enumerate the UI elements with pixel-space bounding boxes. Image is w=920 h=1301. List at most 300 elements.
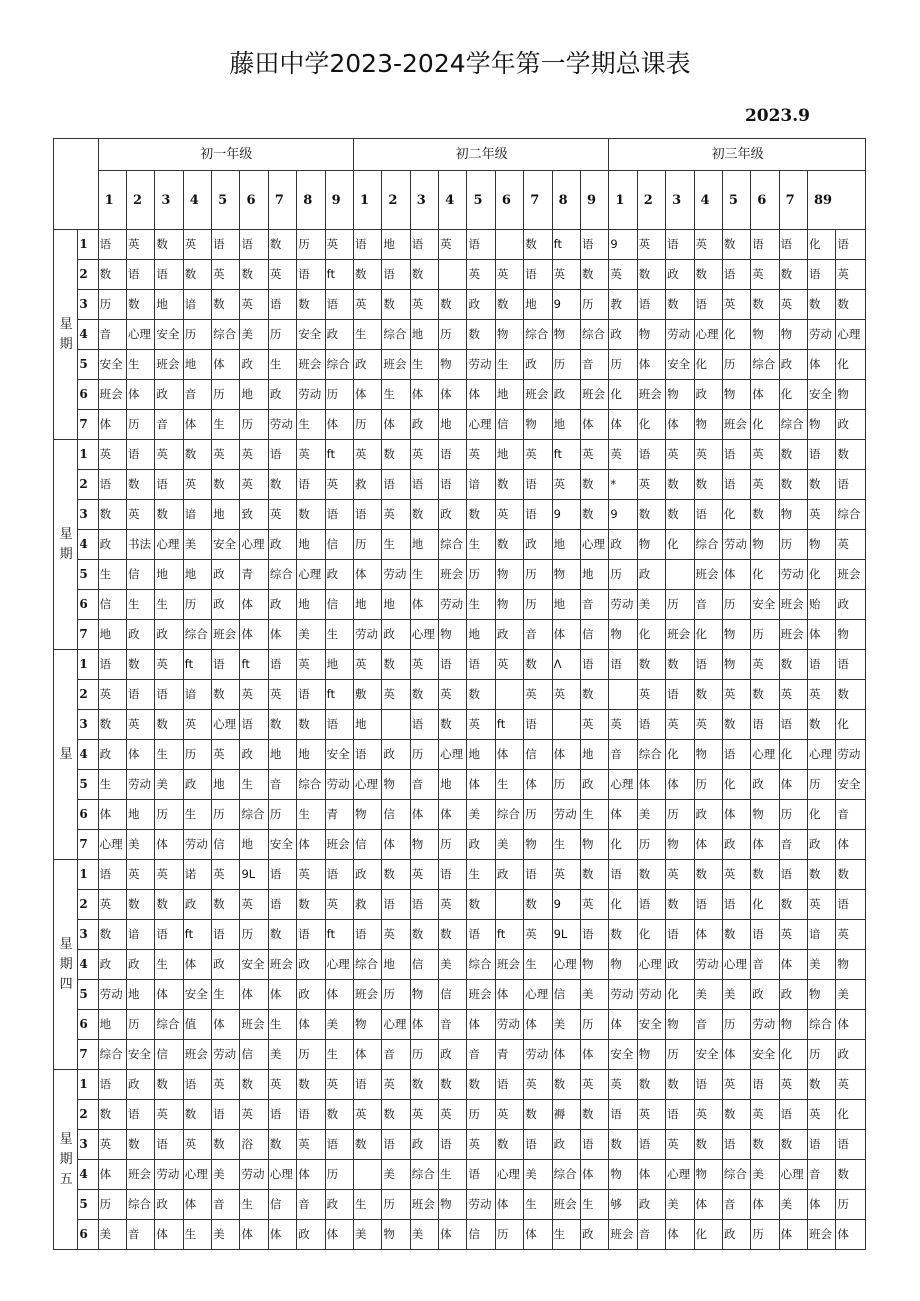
subject-cell: 综合: [212, 320, 240, 350]
subject-cell: 物: [722, 650, 750, 680]
subject-cell: 物: [836, 620, 866, 650]
subject-cell: 地: [212, 770, 240, 800]
subject-cell: 综合: [439, 530, 467, 560]
subject-cell: 语: [297, 260, 325, 290]
subject-cell: 政: [552, 380, 580, 410]
subject-cell: 数: [183, 1100, 211, 1130]
subject-cell: 班会: [637, 380, 665, 410]
subject-cell: 班会: [467, 980, 495, 1010]
subject-cell: 物: [382, 1220, 410, 1250]
subject-cell: 体: [297, 1010, 325, 1040]
subject-cell: 谙: [808, 920, 836, 950]
period-header-row: [54, 171, 866, 230]
subject-cell: 信: [439, 980, 467, 1010]
period-number: 3: [410, 171, 438, 230]
period-cell: 7: [78, 830, 98, 860]
subject-cell: 敷: [353, 680, 381, 710]
subject-cell: 英: [240, 890, 268, 920]
subject-cell: 体: [240, 1220, 268, 1250]
subject-cell: 历: [297, 230, 325, 260]
subject-cell: ft: [552, 440, 580, 470]
period-cell: 7: [78, 1040, 98, 1070]
subject-cell: 英: [439, 890, 467, 920]
subject-cell: 英: [580, 1070, 608, 1100]
period-cell: 6: [78, 800, 98, 830]
subject-cell: 英: [779, 1070, 807, 1100]
subject-cell: 物: [694, 740, 722, 770]
subject-cell: 体: [637, 1160, 665, 1190]
schedule-table: [53, 138, 866, 1250]
subject-cell: 数: [410, 500, 438, 530]
subject-cell: 政: [439, 500, 467, 530]
subject-cell: 英: [666, 710, 694, 740]
table-row: [54, 830, 866, 860]
subject-cell: 语: [694, 650, 722, 680]
subject-cell: 体: [268, 620, 296, 650]
subject-cell: 数: [382, 650, 410, 680]
subject-cell: 语: [297, 680, 325, 710]
subject-cell: 地: [240, 380, 268, 410]
subject-cell: 历: [240, 410, 268, 440]
subject-cell: 语: [325, 710, 353, 740]
subject-cell: 数: [722, 920, 750, 950]
subject-cell: 化: [722, 770, 750, 800]
subject-cell: 劳动: [779, 560, 807, 590]
subject-cell: 政: [609, 530, 637, 560]
subject-cell: 心理: [183, 1160, 211, 1190]
subject-cell: 英: [779, 920, 807, 950]
subject-cell: 物: [495, 590, 523, 620]
subject-cell: 体: [410, 800, 438, 830]
subject-cell: 地: [495, 440, 523, 470]
subject-cell: 体: [580, 1160, 608, 1190]
subject-cell: 语: [382, 260, 410, 290]
subject-cell: 安全: [98, 350, 126, 380]
subject-cell: 政: [212, 560, 240, 590]
subject-cell: 数: [126, 470, 154, 500]
subject-cell: 体: [98, 800, 126, 830]
subject-cell: 9: [552, 500, 580, 530]
subject-cell: 地: [382, 590, 410, 620]
subject-cell: 数: [297, 500, 325, 530]
subject-cell: 化: [836, 1100, 866, 1130]
subject-cell: 心理: [637, 950, 665, 980]
subject-cell: 历: [751, 620, 779, 650]
subject-cell: 信: [240, 1040, 268, 1070]
subject-cell: 英: [666, 1130, 694, 1160]
subject-cell: 英: [212, 440, 240, 470]
subject-cell: 语: [212, 230, 240, 260]
subject-cell: 语: [467, 230, 495, 260]
subject-cell: 物: [637, 320, 665, 350]
subject-cell: 生: [495, 770, 523, 800]
period-number: 3: [155, 171, 183, 230]
subject-cell: 音: [98, 320, 126, 350]
subject-cell: 体: [268, 1220, 296, 1250]
subject-cell: 地: [580, 740, 608, 770]
subject-cell: 音: [694, 590, 722, 620]
period-number: 4: [183, 171, 211, 230]
subject-cell: 数: [580, 680, 608, 710]
subject-cell: 历: [694, 770, 722, 800]
subject-cell: 音: [155, 410, 183, 440]
subject-cell: 数: [240, 1070, 268, 1100]
subject-cell: 数: [155, 230, 183, 260]
subject-cell: 安全: [126, 1040, 154, 1070]
subject-cell: 体: [98, 1160, 126, 1190]
subject-cell: 地: [495, 380, 523, 410]
subject-cell: 生: [524, 950, 552, 980]
subject-cell: 化: [722, 320, 750, 350]
subject-cell: 体: [353, 1040, 381, 1070]
subject-cell: 英: [126, 500, 154, 530]
subject-cell: 地: [297, 530, 325, 560]
subject-cell: 体: [297, 1160, 325, 1190]
subject-cell: ft: [495, 710, 523, 740]
subject-cell: 英: [155, 860, 183, 890]
subject-cell: 美: [722, 980, 750, 1010]
subject-cell: 生: [126, 350, 154, 380]
subject-cell: 生: [325, 1040, 353, 1070]
subject-cell: 语: [808, 440, 836, 470]
subject-cell: 数: [268, 710, 296, 740]
subject-cell: 语: [524, 470, 552, 500]
subject-cell: 政: [495, 620, 523, 650]
subject-cell: 生: [183, 1220, 211, 1250]
period-cell: 2: [78, 260, 98, 290]
subject-cell: 英: [212, 1070, 240, 1100]
subject-cell: 物: [666, 1010, 694, 1040]
subject-cell: 英: [155, 440, 183, 470]
subject-cell: 历: [836, 1190, 866, 1220]
subject-cell: 政: [126, 1070, 154, 1100]
subject-cell: 语: [155, 680, 183, 710]
subject-cell: 英: [439, 1100, 467, 1130]
subject-cell: 信: [126, 560, 154, 590]
subject-cell: 政: [495, 860, 523, 890]
subject-cell: 英: [808, 500, 836, 530]
subject-cell: 化: [694, 350, 722, 380]
table-row: [54, 350, 866, 380]
subject-cell: 物: [836, 380, 866, 410]
subject-cell: 心理: [836, 320, 866, 350]
subject-cell: 数: [751, 680, 779, 710]
subject-cell: 体: [808, 350, 836, 380]
subject-cell: 劳动: [836, 740, 866, 770]
subject-cell: 劳动: [694, 950, 722, 980]
subject-cell: 体: [325, 410, 353, 440]
subject-cell: 劳动: [126, 770, 154, 800]
subject-cell: 体: [552, 620, 580, 650]
subject-cell: 语: [637, 710, 665, 740]
subject-cell: 语: [580, 650, 608, 680]
subject-cell: 数: [580, 500, 608, 530]
subject-cell: 历: [268, 800, 296, 830]
subject-cell: 化: [808, 230, 836, 260]
subject-cell: 数: [382, 290, 410, 320]
period-number: 9: [580, 171, 608, 230]
subject-cell: 物: [609, 1160, 637, 1190]
subject-cell: 心理: [495, 1160, 523, 1190]
subject-cell: 美: [155, 770, 183, 800]
subject-cell: 化: [694, 620, 722, 650]
subject-cell: 安全: [297, 320, 325, 350]
subject-cell: 英: [495, 1100, 523, 1130]
subject-cell: 语: [297, 1100, 325, 1130]
subject-cell: 历: [722, 1010, 750, 1040]
subject-cell: 物: [524, 830, 552, 860]
subject-cell: 英: [609, 1070, 637, 1100]
table-row: [54, 500, 866, 530]
subject-cell: 英: [836, 530, 866, 560]
table-row: [54, 890, 866, 920]
subject-cell: 历: [609, 350, 637, 380]
subject-cell: 数: [268, 470, 296, 500]
subject-cell: 数: [268, 920, 296, 950]
subject-cell: 音: [297, 1190, 325, 1220]
subject-cell: 历: [779, 800, 807, 830]
subject-cell: 生: [524, 1190, 552, 1220]
subject-cell: 历: [382, 1190, 410, 1220]
subject-cell: 历: [467, 1100, 495, 1130]
subject-cell: 数: [467, 680, 495, 710]
subject-cell: 政: [580, 770, 608, 800]
subject-cell: 物: [410, 980, 438, 1010]
subject-cell: 数: [325, 1100, 353, 1130]
subject-cell: 班会: [524, 380, 552, 410]
subject-cell: 政: [808, 830, 836, 860]
subject-cell: 体: [126, 740, 154, 770]
subject-cell: 数: [155, 890, 183, 920]
subject-cell: 班会: [439, 560, 467, 590]
subject-cell: 数: [126, 1130, 154, 1160]
subject-cell: 心理: [722, 950, 750, 980]
subject-cell: 地: [297, 590, 325, 620]
period-number: 2: [126, 171, 154, 230]
period-number: 1: [609, 171, 637, 230]
subject-cell: 政: [240, 350, 268, 380]
subject-cell: 美: [637, 800, 665, 830]
subject-cell: 地: [552, 590, 580, 620]
subject-cell: 政: [722, 1220, 750, 1250]
subject-cell: 数: [836, 290, 866, 320]
subject-cell: 地: [524, 290, 552, 320]
subject-cell: 班会: [808, 1220, 836, 1250]
subject-cell: 音: [808, 1160, 836, 1190]
subject-cell: 语: [694, 1070, 722, 1100]
subject-cell: 数: [439, 290, 467, 320]
subject-cell: 数: [694, 1130, 722, 1160]
subject-cell: 劳动: [751, 1010, 779, 1040]
subject-cell: 美: [552, 1010, 580, 1040]
subject-cell: 信: [212, 830, 240, 860]
period-cell: 2: [78, 890, 98, 920]
table-row: [54, 1010, 866, 1040]
subject-cell: 班会: [155, 350, 183, 380]
subject-cell: 英: [722, 290, 750, 320]
subject-cell: 心理: [98, 830, 126, 860]
subject-cell: 历: [722, 350, 750, 380]
subject-cell: 英: [722, 680, 750, 710]
subject-cell: 体: [722, 1040, 750, 1070]
period-number: 2: [382, 171, 410, 230]
subject-cell: 政: [666, 260, 694, 290]
subject-cell: 生: [268, 1010, 296, 1040]
subject-cell: 语: [382, 470, 410, 500]
subject-cell: 体: [240, 590, 268, 620]
subject-cell: 体: [325, 1220, 353, 1250]
period-cell: 2: [78, 470, 98, 500]
subject-cell: 地: [382, 950, 410, 980]
period-cell: 5: [78, 770, 98, 800]
subject-cell: 地: [268, 740, 296, 770]
subject-cell: 政: [98, 950, 126, 980]
subject-cell: 心理: [609, 770, 637, 800]
subject-cell: 体: [382, 410, 410, 440]
subject-cell: 历: [410, 740, 438, 770]
subject-cell: 语: [410, 230, 438, 260]
subject-cell: 数: [808, 1070, 836, 1100]
period-number: 5: [212, 171, 240, 230]
subject-cell: 体: [552, 740, 580, 770]
subject-cell: 生: [382, 380, 410, 410]
subject-cell: 安全: [694, 1040, 722, 1070]
subject-cell: 班会: [495, 950, 523, 980]
subject-cell: 美: [353, 1220, 381, 1250]
subject-cell: [495, 230, 523, 260]
subject-cell: 历: [524, 590, 552, 620]
subject-cell: 心理: [353, 770, 381, 800]
subject-cell: 历: [325, 380, 353, 410]
subject-cell: 历: [552, 350, 580, 380]
subject-cell: 政: [836, 410, 866, 440]
subject-cell: 安全: [637, 1010, 665, 1040]
subject-cell: 美: [666, 1190, 694, 1220]
subject-cell: 褥: [552, 1100, 580, 1130]
subject-cell: 英: [552, 260, 580, 290]
subject-cell: 综合: [297, 770, 325, 800]
subject-cell: 值: [183, 1010, 211, 1040]
subject-cell: 美: [808, 950, 836, 980]
table-row: [54, 650, 866, 680]
subject-cell: 语: [98, 470, 126, 500]
subject-cell: 政: [524, 530, 552, 560]
subject-cell: 音: [609, 740, 637, 770]
subject-cell: 政: [694, 380, 722, 410]
subject-cell: 语: [609, 1100, 637, 1130]
subject-cell: 化: [779, 1040, 807, 1070]
subject-cell: 心理: [268, 1160, 296, 1190]
subject-cell: 语: [722, 470, 750, 500]
day-label: 星 期: [54, 230, 78, 440]
subject-cell: 地: [212, 500, 240, 530]
subject-cell: 安全: [808, 380, 836, 410]
subject-cell: 语: [353, 230, 381, 260]
subject-cell: 体: [751, 380, 779, 410]
subject-cell: 语: [609, 860, 637, 890]
subject-cell: 谙: [183, 680, 211, 710]
subject-cell: 英: [126, 860, 154, 890]
subject-cell: 英: [382, 1070, 410, 1100]
subject-cell: 英: [580, 890, 608, 920]
subject-cell: 地: [183, 560, 211, 590]
subject-cell: 英: [240, 680, 268, 710]
subject-cell: 物: [580, 830, 608, 860]
subject-cell: 化: [609, 890, 637, 920]
subject-cell: 英: [325, 230, 353, 260]
subject-cell: 英: [694, 440, 722, 470]
subject-cell: 地: [126, 980, 154, 1010]
subject-cell: 语: [268, 650, 296, 680]
subject-cell: 数: [779, 440, 807, 470]
subject-cell: ft: [325, 260, 353, 290]
subject-cell: 音: [410, 770, 438, 800]
subject-cell: 英: [240, 1100, 268, 1130]
subject-cell: 语: [382, 890, 410, 920]
subject-cell: 化: [637, 920, 665, 950]
subject-cell: 生: [155, 740, 183, 770]
subject-cell: 英: [439, 680, 467, 710]
subject-cell: 地: [439, 770, 467, 800]
subject-cell: 政: [268, 590, 296, 620]
subject-cell: 音: [382, 1040, 410, 1070]
subject-cell: 英: [808, 1100, 836, 1130]
subject-cell: 综合: [467, 950, 495, 980]
subject-cell: 语: [155, 920, 183, 950]
subject-cell: 音: [580, 590, 608, 620]
subject-cell: 语: [439, 470, 467, 500]
subject-cell: 化: [722, 500, 750, 530]
subject-cell: 数: [666, 1070, 694, 1100]
subject-cell: 英: [183, 1130, 211, 1160]
subject-cell: 体: [779, 770, 807, 800]
subject-cell: 语: [779, 230, 807, 260]
subject-cell: 物: [439, 1190, 467, 1220]
table-row: [54, 920, 866, 950]
subject-cell: 语: [297, 470, 325, 500]
subject-cell: 安全: [751, 1040, 779, 1070]
period-cell: 1: [78, 440, 98, 470]
subject-cell: 政: [467, 830, 495, 860]
subject-cell: 数: [694, 860, 722, 890]
subject-cell: 地: [467, 620, 495, 650]
subject-cell: 语: [325, 500, 353, 530]
subject-cell: 综合: [694, 530, 722, 560]
subject-cell: 9L: [240, 860, 268, 890]
subject-cell: 历: [183, 740, 211, 770]
subject-cell: 生: [183, 800, 211, 830]
subject-cell: 美: [98, 1220, 126, 1250]
subject-cell: 语: [268, 440, 296, 470]
subject-cell: 语: [836, 650, 866, 680]
subject-cell: 数: [382, 860, 410, 890]
subject-cell: 地: [552, 410, 580, 440]
subject-cell: 政: [637, 1190, 665, 1220]
subject-cell: 地: [552, 530, 580, 560]
subject-cell: 数: [666, 650, 694, 680]
subject-cell: 班会: [410, 1190, 438, 1220]
subject-cell: 英: [609, 710, 637, 740]
subject-cell: 青: [325, 800, 353, 830]
subject-cell: 信: [410, 950, 438, 980]
day-label: 星: [54, 650, 78, 860]
subject-cell: 数: [126, 890, 154, 920]
table-row: [54, 800, 866, 830]
subject-cell: 地: [325, 650, 353, 680]
subject-cell: 体: [666, 1220, 694, 1250]
subject-cell: 语: [524, 710, 552, 740]
subject-cell: 历: [353, 530, 381, 560]
